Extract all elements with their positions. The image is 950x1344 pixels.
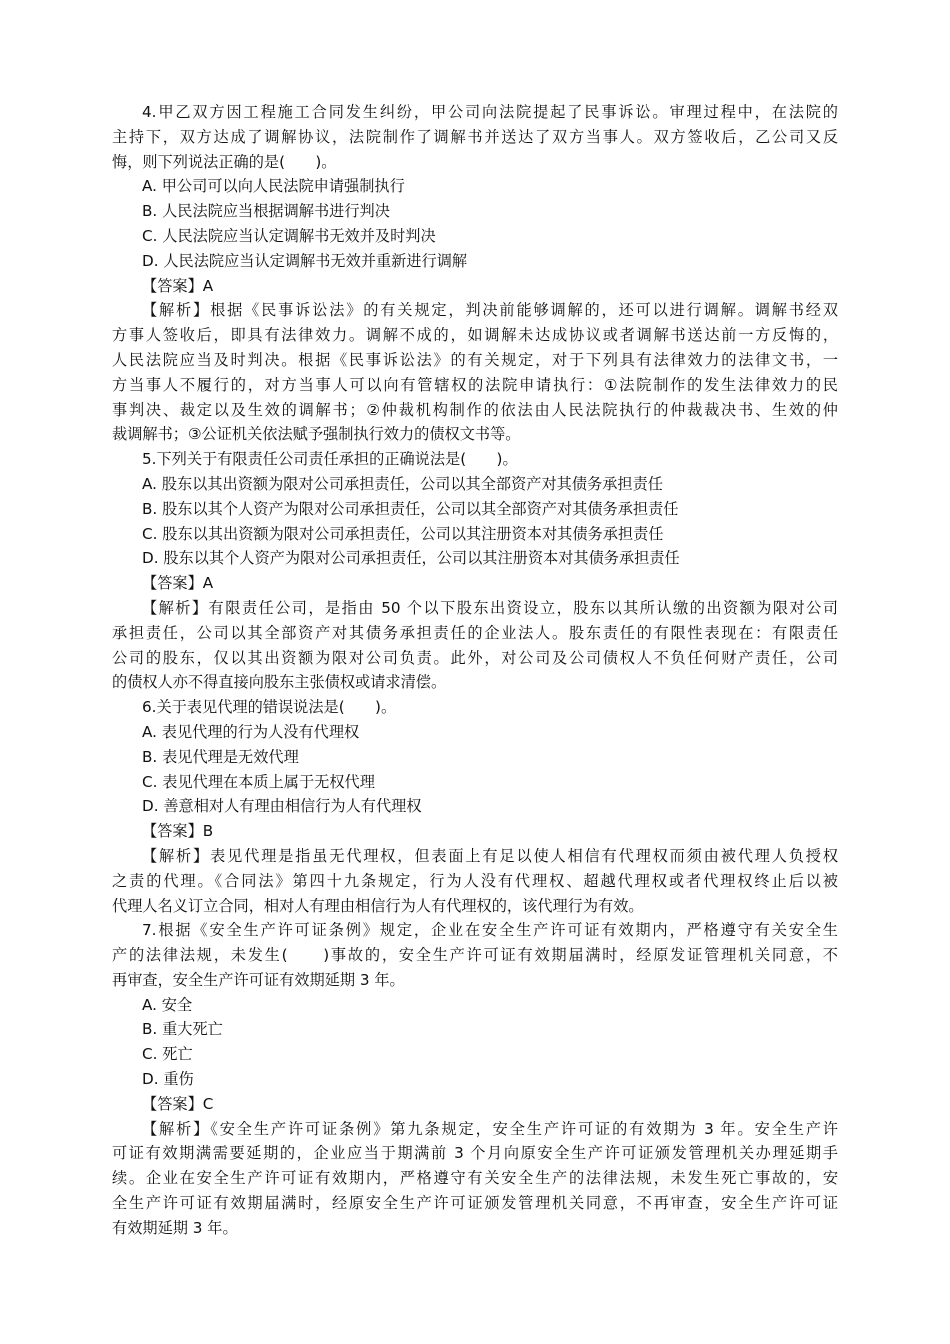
option-b: B. 重大死亡 — [142, 1020, 223, 1039]
option-c: C. 人民法院应当认定调解书无效并及时判决 — [142, 226, 436, 245]
question-stem-line: 6.关于表见代理的错误说法是( )。 — [142, 698, 397, 717]
question-stem-line: 4.甲乙双方因工程施工合同发生纠纷，甲公司向法院提起了民事诉讼。审理过程中，在法院的 — [142, 103, 838, 121]
analysis-line: 【解析】根据《民事诉讼法》的有关规定，判决前能够调解的，还可以进行调解。调解书经双 — [142, 301, 838, 320]
analysis-line: 事判决、裁定以及生效的调解书；②仲裁机构制作的依法由人民法院执行的仲裁裁决书、生效的仲 — [112, 400, 838, 419]
option-d: D. 重伤 — [142, 1070, 194, 1089]
option-a: A. 股东以其出资额为限对公司承担责任，公司以其全部资产对其债务承担责任 — [142, 474, 663, 493]
question-5 — [112, 447, 838, 695]
question-stem-line: 产的法律法规，未发生( )事故的，安全生产许可证有效期届满时，经原发证管理机关同意，不 — [112, 946, 838, 965]
analysis-line: 的债权人亦不得直接向股东主张债权或请求清偿。 — [112, 673, 447, 692]
option-d: D. 善意相对人有理由相信行为人有代理权 — [142, 797, 422, 816]
answer: 【答案】C — [142, 1094, 214, 1113]
analysis-line: 【解析】表见代理是指虽无代理权，但表面上有足以使人相信有代理权而须由被代理人负授权 — [142, 846, 838, 865]
analysis-line: 方当事人不履行的，对方当事人可以向有管辖权的法院申请执行：①法院制作的发生法律效力的民 — [112, 375, 838, 394]
analysis-line: 公司的股东，仅以其出资额为限对公司负责。此外，对公司及公司债权人不负任何财产责任，公司 — [112, 648, 838, 667]
option-c: C. 股东以其出资额为限对公司承担责任，公司以其注册资本对其债务承担责任 — [142, 524, 664, 543]
option-c: C. 死亡 — [142, 1045, 193, 1064]
analysis-line: 之责的代理。《合同法》第四十九条规定，行为人没有代理权、超越代理权或者代理权终止后以被 — [112, 871, 838, 890]
option-d: D. 股东以其个人资产为限对公司承担责任，公司以其注册资本对其债务承担责任 — [142, 549, 680, 568]
analysis-line: 方事人签收后，即具有法律效力。调解不成的，如调解未达成协议或者调解书送达前一方反悔的， — [112, 326, 838, 345]
option-a: A. 安全 — [142, 995, 193, 1014]
document-page — [112, 100, 838, 1241]
question-7 — [112, 918, 838, 1240]
analysis-line: 裁调解书；③公证机关依法赋予强制执行效力的债权文书等。 — [112, 425, 521, 444]
question-stem-line: 再审查，安全生产许可证有效期延期 3 年。 — [112, 970, 405, 989]
analysis-line: 承担责任，公司以其全部资产对其债务承担责任的企业法人。股东责任的有限性表现在：有限责任 — [112, 623, 838, 642]
option-b: B. 表见代理是无效代理 — [142, 747, 299, 766]
analysis-line: 人民法院应当及时判决。根据《民事诉讼法》的有关规定，对于下列具有法律效力的法律文书，一 — [112, 350, 838, 369]
analysis-line: 代理人名义订立合同，相对人有理由相信行为人有代理权的，该代理行为有效。 — [112, 896, 644, 915]
answer: 【答案】B — [142, 822, 214, 841]
analysis-line: 【解析】有限责任公司，是指由 50 个以下股东出资设立，股东以其所认缴的出资额为限对公司 — [142, 598, 838, 617]
analysis-line: 全生产许可证有效期届满时，经原安全生产许可证颁发管理机关同意，不再审查，安全生产许可证 — [112, 1194, 838, 1213]
option-c: C. 表见代理在本质上属于无权代理 — [142, 772, 375, 791]
analysis-line: 【解析】《安全生产许可证条例》第九条规定，安全生产许可证的有效期为 3 年。安全生产许 — [142, 1119, 838, 1138]
question-stem-line: 主持下，双方达成了调解协议，法院制作了调解书并送达了双方当事人。双方签收后，乙公司又反 — [112, 127, 838, 146]
question-stem-line: 5.下列关于有限责任公司责任承担的正确说法是( )。 — [142, 450, 518, 469]
analysis-line: 有效期延期 3 年。 — [112, 1218, 238, 1237]
answer: 【答案】A — [142, 574, 214, 593]
question-6 — [112, 695, 838, 918]
analysis-line: 续。企业在安全生产许可证有效期内，严格遵守有关安全生产的法律法规，未发生死亡事故的，安 — [112, 1169, 838, 1188]
analysis-line: 可证有效期满需要延期的，企业应当于期满前 3 个月向原安全生产许可证颁发管理机关办理延期手 — [112, 1144, 838, 1163]
answer: 【答案】A — [142, 276, 214, 295]
option-a: A. 表见代理的行为人没有代理权 — [142, 722, 360, 741]
option-b: B. 股东以其个人资产为限对公司承担责任，公司以其全部资产对其债务承担责任 — [142, 499, 679, 518]
question-stem-line: 7.根据《安全生产许可证条例》规定，企业在安全生产许可证有效期内，严格遵守有关安全生 — [142, 921, 838, 940]
option-b: B. 人民法院应当根据调解书进行判决 — [142, 202, 390, 221]
option-d: D. 人民法院应当认定调解书无效并重新进行调解 — [142, 251, 468, 270]
question-4 — [112, 100, 838, 447]
option-a: A. 甲公司可以向人民法院申请强制执行 — [142, 177, 405, 196]
question-stem-line: 悔，则下列说法正确的是( )。 — [112, 152, 337, 171]
